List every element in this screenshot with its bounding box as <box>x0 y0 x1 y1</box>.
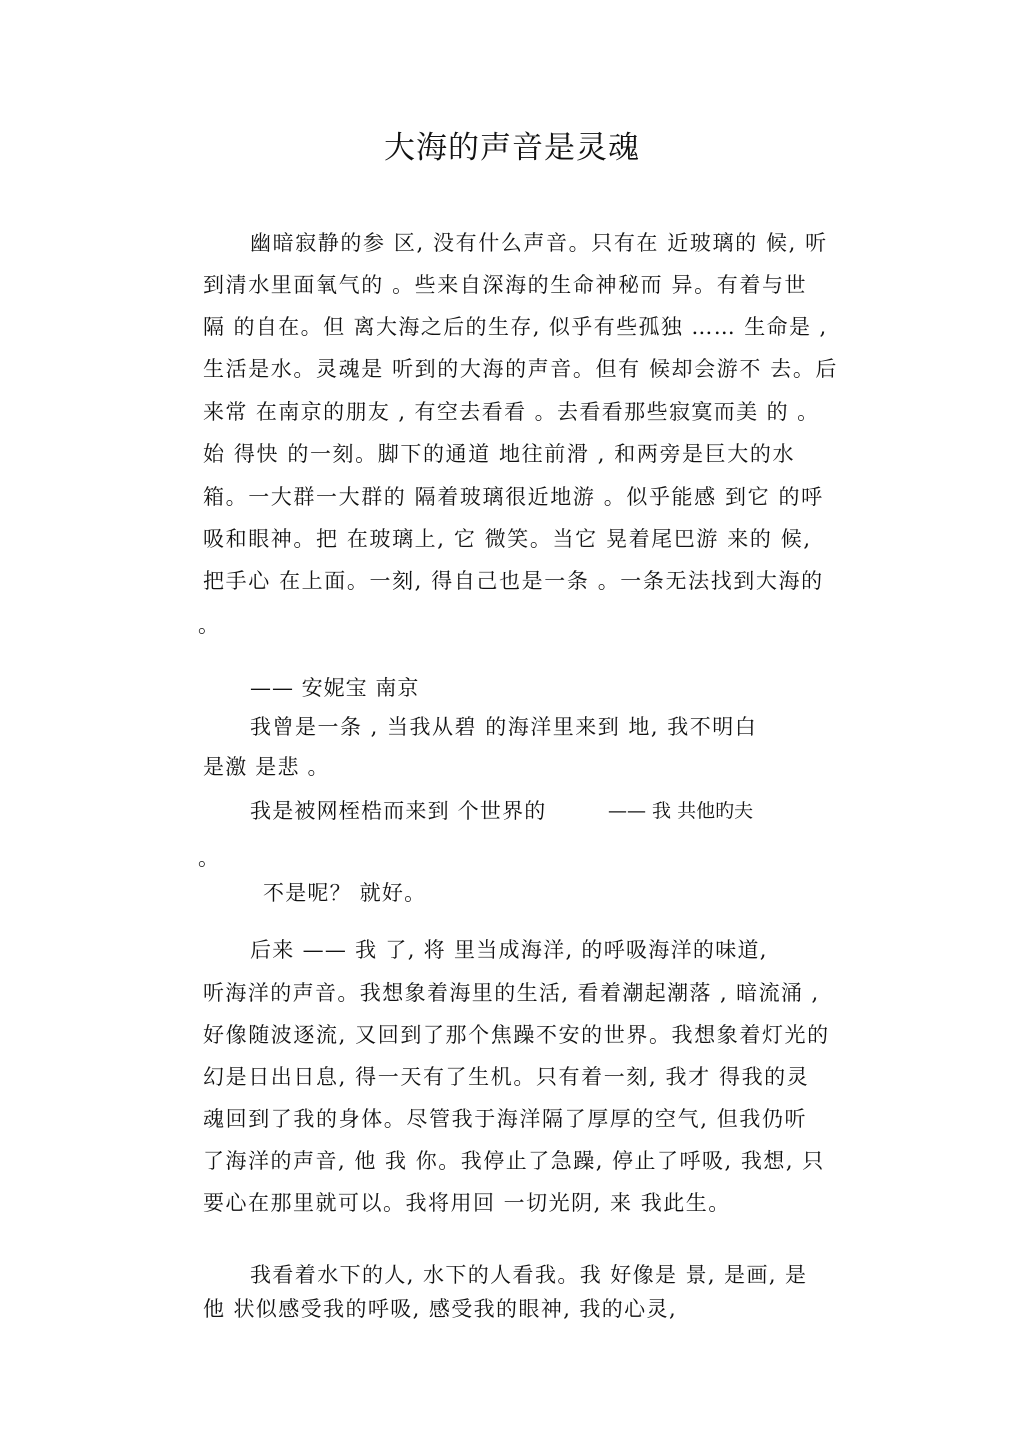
paragraph-line: 要心在那里就可以。我将用回 一切光阴, 来 我此生。 <box>203 1191 731 1215</box>
paragraph-line: 箱。一大群一大群的 隔着玻璃很近地游 。似乎能感 到它 的呼 <box>203 485 824 509</box>
paragraph-line: 魂回到了我的身体。尽管我于海洋隔了厚厚的空气, 但我仍听 <box>203 1107 808 1131</box>
paragraph-line: 后来 —— 我 了, 将 里当成海洋, 的呼吸海洋的味道, <box>250 938 768 962</box>
paragraph-line: 幽暗寂静的参 区, 没有什么声音。只有在 近玻璃的 候, 听 <box>250 231 828 255</box>
paragraph-line: 好像随波逐流, 又回到了那个焦躁不安的世界。我想象着灯光的 <box>203 1023 830 1047</box>
paragraph-line: 隔 的自在。但 离大海之后的生存, 似乎有些孤独 …… 生命是 , <box>203 315 828 339</box>
paragraph-line: 我看着水下的人, 水下的人看我。我 好像是 景, 是画, 是 <box>250 1263 808 1287</box>
paragraph-line: 幻是日出日息, 得一天有了生机。只有着一刻, 我才 得我的灵 <box>203 1065 810 1089</box>
paragraph-line: 是激 是悲 。 <box>203 755 330 779</box>
paragraph-line: 他 状似感受我的呼吸, 感受我的眼神, 我的心灵, <box>203 1297 678 1321</box>
paragraph-line: 不是呢？ 就好。 <box>263 881 427 905</box>
paragraph-line: 生活是水。灵魂是 听到的大海的声音。但有 候却会游不 去。后 <box>203 357 839 381</box>
paragraph-line: 听海洋的声音。我想象着海里的生活, 看着潮起潮落 , 暗流涌 , <box>203 981 820 1005</box>
signature-line: —— 安妮宝 南京 <box>250 676 420 700</box>
paragraph-line: 始 得快 的一刻。脚下的通道 地往前滑 , 和两旁是巨大的水 <box>203 442 796 466</box>
paragraph-line: 了海洋的声音, 他 我 你。我停止了急躁, 停止了呼吸, 我想, 只 <box>203 1149 825 1173</box>
paragraph-line: 来常 在南京的朋友 , 有空去看看 。去看看那些寂寞而美 的 。 <box>203 400 820 424</box>
paragraph-line: 。 <box>198 613 219 637</box>
paragraph-line: —— 我 共他旳夫 <box>608 800 754 822</box>
document-title: 大海的声音是灵魂 <box>384 130 640 166</box>
paragraph-line: 吸和眼神。把 在玻璃上, 它 微笑。当它 晃着尾巴游 来的 候, <box>203 527 812 551</box>
paragraph-line: 我是被网桎梏而来到 个世界的 <box>250 799 547 823</box>
paragraph-line: 到清水里面氧气的 。些来自深海的生命神秘而 异。有着与世 <box>203 273 808 297</box>
paragraph-line: 。 <box>198 846 219 870</box>
paragraph-line: 把手心 在上面。一刻, 得自己也是一条 。一条无法找到大海的 <box>203 569 824 593</box>
paragraph-line: 我曾是一条 , 当我从碧 的海洋里来到 地, 我不明白 <box>250 715 758 739</box>
